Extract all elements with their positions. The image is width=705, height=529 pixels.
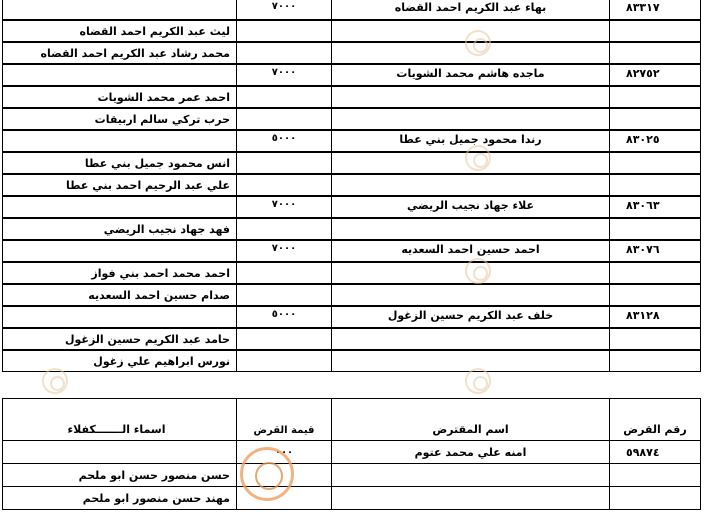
loan-id-cell xyxy=(609,463,701,487)
table-row xyxy=(0,328,705,350)
loan-id-cell xyxy=(609,152,701,174)
guarantor-cell xyxy=(2,196,237,218)
table-row xyxy=(0,486,705,510)
loan-id-cell xyxy=(609,262,701,284)
amount-cell xyxy=(236,328,332,350)
table-row xyxy=(0,42,705,64)
amount-cell: ٧٠٠٠ xyxy=(236,0,332,20)
loan-id-cell: ٨٢٧٥٢ xyxy=(609,64,701,86)
amount-cell xyxy=(236,284,332,306)
table-row xyxy=(0,440,705,464)
table-row xyxy=(0,152,705,174)
guarantor-cell: احمد عمر محمد الشويات xyxy=(2,86,237,108)
guarantor-cell: نورس ابراهيم علي زغول xyxy=(2,350,237,372)
guarantor-cell xyxy=(2,64,237,86)
loan-id-cell xyxy=(609,108,701,130)
amount-cell xyxy=(236,152,332,174)
table-header-row xyxy=(0,398,705,441)
faint-stamp xyxy=(465,368,491,394)
table-row xyxy=(0,108,705,130)
table-row xyxy=(0,350,705,372)
faint-stamp xyxy=(465,258,491,284)
guarantor-cell: حامد عبد الكريم حسين الزغول xyxy=(2,328,237,350)
faint-stamp xyxy=(42,368,68,394)
header-borrower: اسم المقترض xyxy=(331,398,610,441)
borrower-cell: ماجده هاشم محمد الشويات xyxy=(331,64,610,86)
table-row xyxy=(0,196,705,218)
faint-stamp xyxy=(465,145,491,171)
table-row xyxy=(0,130,705,152)
table-row xyxy=(0,20,705,42)
loan-id-cell xyxy=(609,350,701,372)
loan-id-cell: ٨٣٠٧٦ xyxy=(609,240,701,262)
loan-id-cell xyxy=(609,174,701,196)
amount-cell xyxy=(236,42,332,64)
guarantor-cell: فهد جهاد نجيب الريضي xyxy=(2,218,237,240)
official-stamp xyxy=(240,447,294,501)
header-amount: قيمة القرض xyxy=(236,398,332,441)
borrower-cell xyxy=(331,463,610,487)
loan-id-cell xyxy=(609,42,701,64)
borrower-cell xyxy=(331,486,610,510)
guarantor-cell: حسن منصور حسن ابو ملحم xyxy=(2,463,237,487)
loan-id-cell xyxy=(609,284,701,306)
borrower-cell xyxy=(331,218,610,240)
guarantor-cell: ليث عبد الكريم احمد القضاه xyxy=(2,20,237,42)
guarantor-cell xyxy=(2,306,237,328)
loan-id-cell: ٨٣٠٢٥ xyxy=(609,130,701,152)
amount-cell: ٧٠٠٠ xyxy=(236,64,332,86)
borrower-cell xyxy=(331,350,610,372)
amount-cell xyxy=(236,262,332,284)
loan-id-cell xyxy=(609,20,701,42)
table-row xyxy=(0,262,705,284)
loan-id-cell xyxy=(609,486,701,510)
loan-id-cell: ٨٣١٢٨ xyxy=(609,306,701,328)
borrower-cell xyxy=(331,174,610,196)
borrower-cell xyxy=(331,86,610,108)
amount-cell xyxy=(236,108,332,130)
borrower-cell: علاء جهاد نجيب الريضي xyxy=(331,196,610,218)
guarantor-cell: صدام حسين احمد السعديه xyxy=(2,284,237,306)
faint-stamp xyxy=(465,30,491,56)
header-guarantors: اسماء الـــــــكفلاء xyxy=(2,398,237,441)
guarantor-cell: محمد رشاد عبد الكريم احمد القضاه xyxy=(2,42,237,64)
loan-id-cell xyxy=(609,86,701,108)
loan-id-cell xyxy=(609,218,701,240)
borrower-cell xyxy=(331,284,610,306)
amount-cell xyxy=(236,86,332,108)
table-row xyxy=(0,284,705,306)
borrower-cell: امنه علي محمد عتوم xyxy=(331,440,610,464)
amount-cell: ٥٠٠٠ xyxy=(236,306,332,328)
borrower-cell xyxy=(331,328,610,350)
table-row xyxy=(0,0,705,20)
borrower-cell: بهاء عبد الكريم احمد القضاه xyxy=(331,0,610,20)
loan-id-cell: ٥٩٨٧٤ xyxy=(609,440,701,464)
guarantor-cell: انس محمود جميل بني عطا xyxy=(2,152,237,174)
table-row xyxy=(0,64,705,86)
loan-id-cell: ٨٣٣١٧ xyxy=(609,0,701,20)
borrower-cell xyxy=(331,108,610,130)
header-loan-id: رقم القرض xyxy=(609,398,701,441)
amount-cell xyxy=(236,20,332,42)
loan-id-cell xyxy=(609,328,701,350)
table-row xyxy=(0,306,705,328)
amount-cell: ٠٠٠ xyxy=(236,440,332,464)
table-row xyxy=(0,86,705,108)
amount-cell: ٧٠٠٠ xyxy=(236,240,332,262)
table-row xyxy=(0,463,705,487)
guarantor-cell: حرب تركي سالم اربيقات xyxy=(2,108,237,130)
amount-cell xyxy=(236,174,332,196)
borrower-cell: رندا محمود جميل بني عطا xyxy=(331,130,610,152)
guarantor-cell xyxy=(2,440,237,464)
amount-cell: ٥٠٠٠ xyxy=(236,130,332,152)
amount-cell xyxy=(236,218,332,240)
table-row xyxy=(0,218,705,240)
guarantor-cell xyxy=(2,0,237,20)
guarantor-cell: مهند حسن منصور ابو ملحم xyxy=(2,486,237,510)
guarantor-cell xyxy=(2,130,237,152)
borrower-cell: خلف عبد الكريم حسين الزغول xyxy=(331,306,610,328)
amount-cell: ٧٠٠٠ xyxy=(236,196,332,218)
loan-id-cell: ٨٣٠٦٣ xyxy=(609,196,701,218)
guarantor-cell: احمد محمد احمد بني فواز xyxy=(2,262,237,284)
table-row xyxy=(0,174,705,196)
borrower-cell: احمد حسين احمد السعديه xyxy=(331,240,610,262)
amount-cell xyxy=(236,350,332,372)
guarantor-cell: علي عبد الرحيم احمد بني عطا xyxy=(2,174,237,196)
guarantor-cell xyxy=(2,240,237,262)
table-row xyxy=(0,240,705,262)
